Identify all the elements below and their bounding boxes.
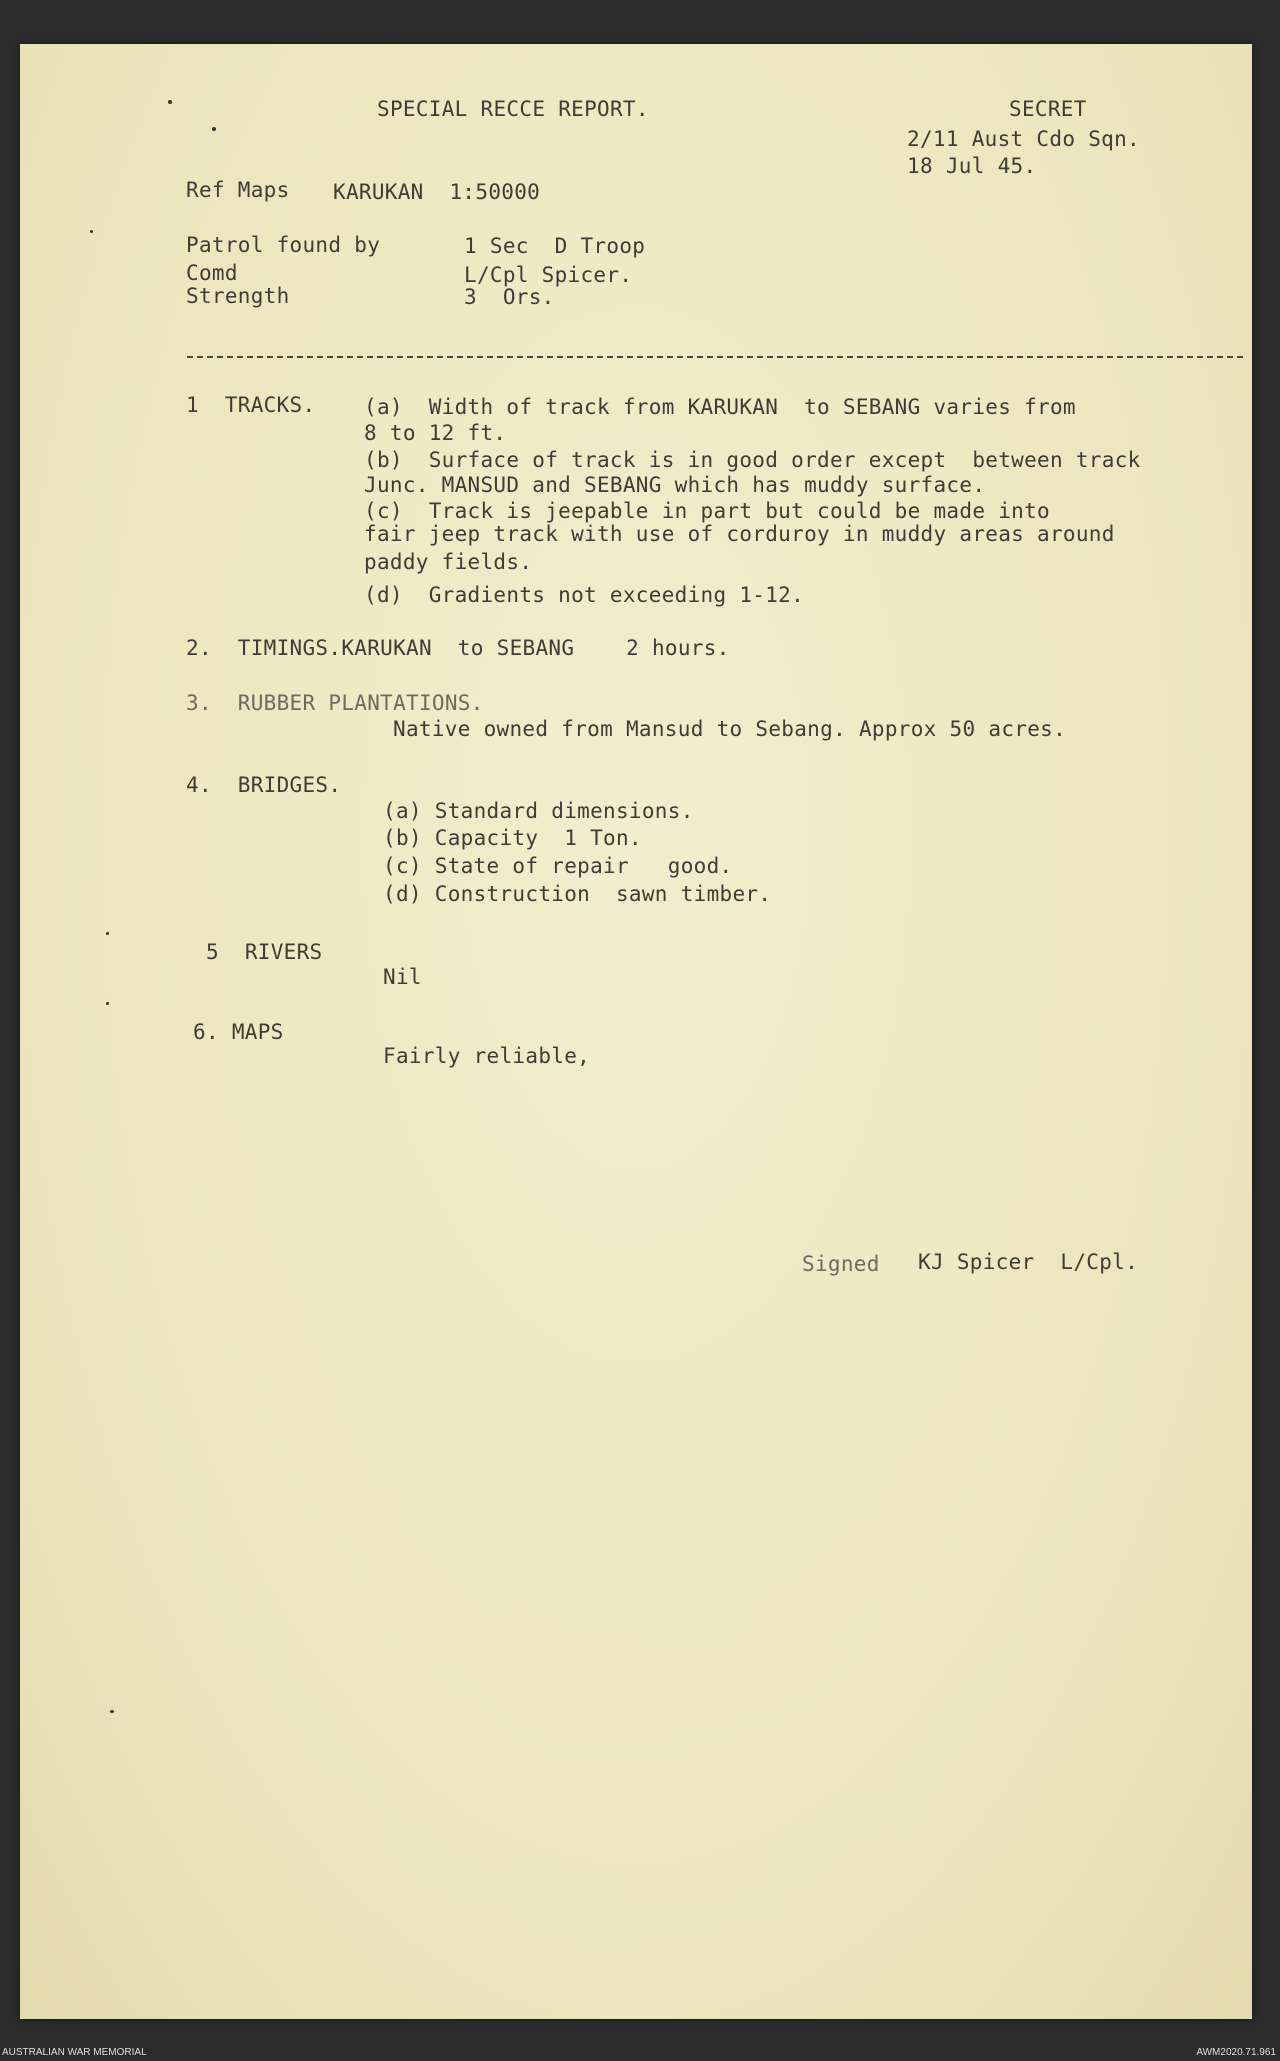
ref-maps-value: KARUKAN 1:50000	[333, 180, 541, 204]
bridges-heading: 4. BRIDGES.	[186, 773, 342, 797]
strength-value: 3 Ors.	[464, 285, 555, 309]
tracks-item-c: (c) Track is jeepable in part but could be made into	[364, 499, 1050, 523]
tracks-item-d: (d) Gradients not exceeding 1-12.	[364, 583, 805, 607]
paper-speck	[106, 1002, 109, 1005]
report-title: SPECIAL RECCE REPORT.	[377, 97, 649, 121]
report-date: 18 Jul 45.	[907, 154, 1037, 178]
signature-value: KJ Spicer L/Cpl.	[918, 1250, 1139, 1274]
tracks-item-c-cont: fair jeep track with use of corduroy in muddy areas around	[364, 522, 1115, 546]
bridges-item-a: (a) Standard dimensions.	[383, 799, 694, 823]
unit-name: 2/11 Aust Cdo Sqn.	[907, 127, 1140, 151]
footer-archive-name: AUSTRALIAN WAR MEMORIAL	[2, 2047, 147, 2058]
paper-speck	[212, 127, 216, 131]
bridges-item-b: (b) Capacity 1 Ton.	[383, 826, 642, 850]
signature-label: Signed	[802, 1252, 880, 1276]
bridges-item-d: (d) Construction sawn timber.	[383, 882, 772, 906]
paper-speck	[110, 1710, 114, 1713]
tracks-heading: 1 TRACKS.	[186, 393, 316, 417]
paper-speck	[106, 932, 109, 935]
patrol-found-by-label: Patrol found by	[186, 233, 381, 257]
patrol-found-by-value: 1 Sec D Troop	[464, 234, 646, 258]
tracks-item-a-cont: 8 to 12 ft.	[364, 421, 507, 445]
comd-value: L/Cpl Spicer.	[464, 263, 633, 287]
classification-label: SECRET	[1009, 97, 1087, 121]
maps-heading: 6. MAPS	[193, 1020, 284, 1044]
tracks-item-a: (a) Width of track from KARUKAN to SEBANG varies from	[364, 395, 1076, 419]
rubber-plantations-heading: 3. RUBBER PLANTATIONS.	[186, 691, 484, 715]
rivers-heading: 5 RIVERS	[206, 940, 323, 964]
rubber-plantations-text: Native owned from Mansud to Sebang. Approx 50 acres.	[393, 717, 1067, 741]
maps-text: Fairly reliable,	[383, 1044, 591, 1068]
timings-heading: 2. TIMINGS.KARUKAN to SEBANG 2 hours.	[186, 636, 730, 660]
paper-speck	[168, 100, 172, 104]
strength-label: Strength	[186, 284, 290, 308]
paper-speck	[90, 230, 93, 233]
tracks-item-b-cont: Junc. MANSUD and SEBANG which has muddy surface.	[364, 473, 986, 497]
ref-maps-label: Ref Maps	[186, 178, 290, 202]
footer-catalogue-number: AWM2020.71.961	[1196, 2047, 1276, 2058]
rivers-text: Nil	[383, 965, 422, 989]
comd-label: Comd	[186, 261, 238, 285]
tracks-item-c-cont: paddy fields.	[364, 550, 533, 574]
bridges-item-c: (c) State of repair good.	[383, 854, 733, 878]
section-divider	[187, 356, 1243, 358]
tracks-item-b: (b) Surface of track is in good order except between track	[364, 448, 1141, 472]
